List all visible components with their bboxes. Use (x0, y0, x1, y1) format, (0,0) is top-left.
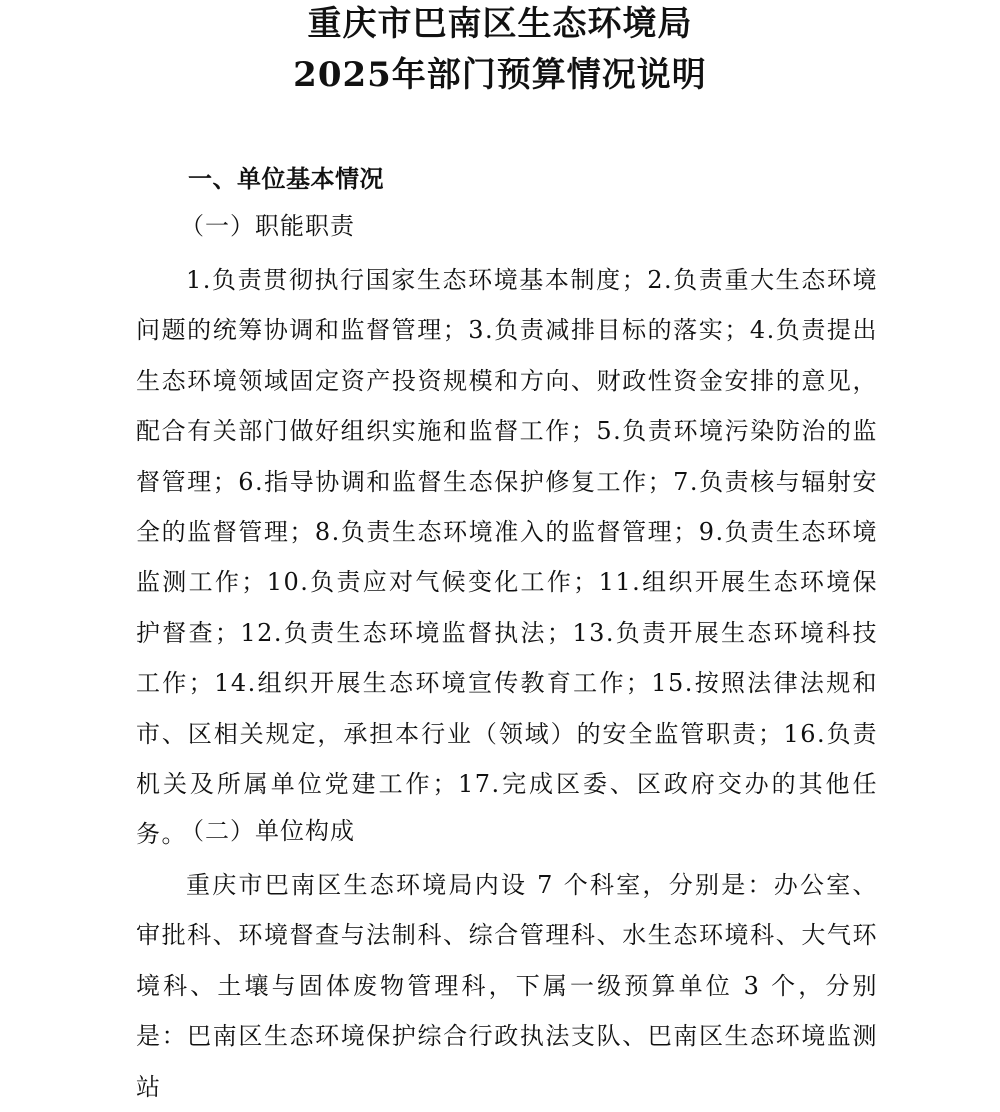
subsection-heading-composition: （二）单位构成 (180, 817, 355, 845)
section-heading-basic-info: 一、单位基本情况 (188, 165, 384, 193)
document-title-line-1: 重庆市巴南区生态环境局 (307, 4, 693, 44)
document-title-line-2: 2025年部门预算情况说明 (293, 55, 707, 95)
paragraph-composition: 重庆市巴南区生态环境局内设 7 个科室，分别是：办公室、审批科、环境督查与法制科、综合管理科、水生态环境科、大气环境科、土壤与固体废物管理科，下属一级预算单位 3 个，分别是：巴南区生态环境保护综合行政执法支队、巴南区生态环境监测站 (136, 871, 878, 1101)
subsection-heading-functions: （一）职能职责 (180, 212, 355, 240)
paragraph-functions: 1.负责贯彻执行国家生态环境基本制度；2.负责重大生态环境问题的统筹协调和监督管理；3.负责减排目标的落实；4.负责提出生态环境领域固定资产投资规模和方向、财政性资金安排的意见，配合有关部门做好组织实施和监督工作；5.负责环境污染防治的监督管理；6.指导协调和监督生态保护修复工作；7.负责核与辐射安全的监督管理；8.负责生态环境准入的监督管理；9.负责生态环境监测工作；10.负责应对气候变化工作；11.组织开展生态环境保护督查；12.负责生态环境监督执法；13.负责开展生态环境科技工作；14.组织开展生态环境宣传教育工作；15.按照法律法规和市、区相关规定，承担本行业（领域）的安全监管职责；16.负责机关及所属单位党建工作；17.完成区委、区政府交办的其他任务。 (136, 266, 878, 849)
